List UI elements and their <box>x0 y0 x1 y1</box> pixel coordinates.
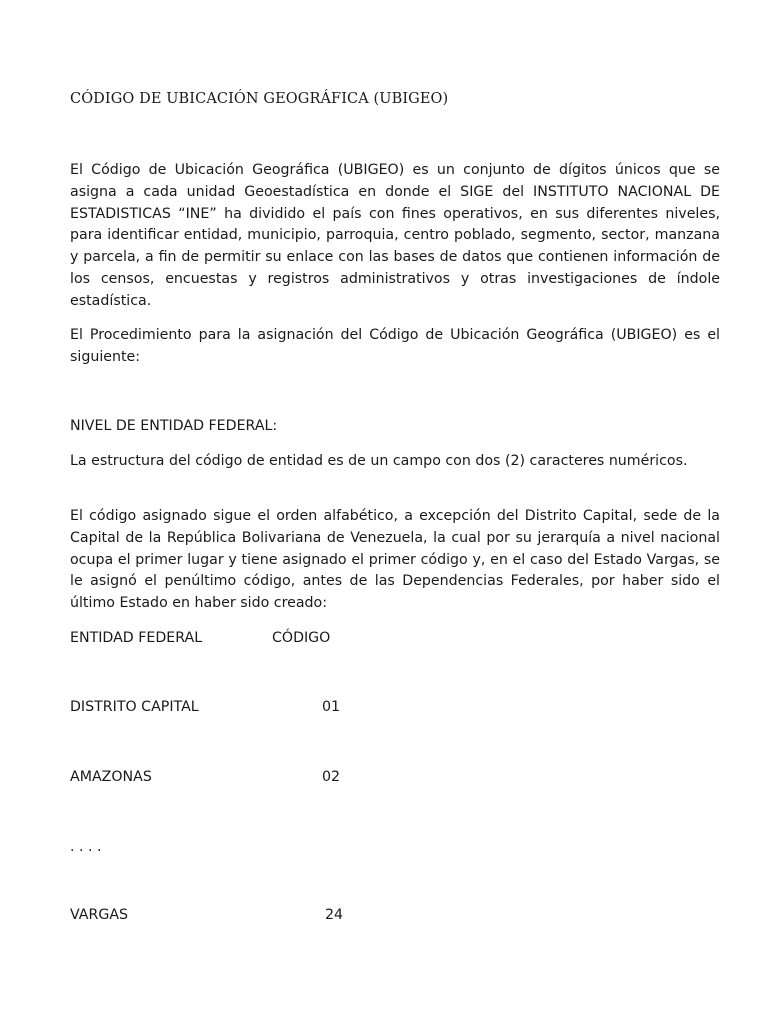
row-entity: VARGAS <box>70 907 129 923</box>
row-code: 02 <box>322 769 341 785</box>
row-code: 01 <box>322 699 341 715</box>
table-row <box>70 696 720 718</box>
table-header <box>70 627 720 649</box>
document-page <box>70 0 720 1024</box>
procedure-paragraph: El Procedimiento para la asignación del Código de Ubicación Geográfica (UBIGEO) es el siguiente: <box>70 327 720 365</box>
header-entity: ENTIDAD FEDERAL <box>70 630 203 646</box>
intro-paragraph: El Código de Ubicación Geográfica (UBIGEO) es un conjunto de dígitos únicos que se asigna a cada unidad Geoestadística en donde el SIGE del INSTITUTO NACIONAL DE ESTADISTICAS “INE” ha dividido el país con fines operativos, en sus diferentes niveles, para identificar entidad, municipio, parroquia, centro poblado, segmento, sector, manzana y parcela, a fin de permitir su enlace con las bases de datos que contienen información de los censos, encuestas y registros administrativos y otras investigaciones de índole estadística. <box>70 162 720 309</box>
table-row <box>70 904 720 926</box>
row-entity: DISTRITO CAPITAL <box>70 699 199 715</box>
section-heading: NIVEL DE ENTIDAD FEDERAL: <box>70 418 278 434</box>
structure-paragraph: La estructura del código de entidad es de un campo con dos (2) caracteres numéricos. <box>70 453 688 469</box>
order-paragraph: El código asignado sigue el orden alfabético, a excepción del Distrito Capital, sede de la Capital de la República Bolivariana de Venezuela, la cual por su jerarquía a nivel nacional ocupa el primer lugar y tiene asignado el primer código y, en el caso del Estado Vargas, se le asignó el penúltimo código, antes de las Dependencias Federales, por haber sido el último Estado en haber sido creado: <box>70 508 720 612</box>
row-entity: AMAZONAS <box>70 769 152 785</box>
table-row <box>70 766 720 788</box>
header-code: CÓDIGO <box>272 630 331 646</box>
row-code: 24 <box>325 907 344 923</box>
document-title: CÓDIGO DE UBICACIÓN GEOGRÁFICA (UBIGEO) <box>70 91 449 107</box>
row-entity: . . . . <box>70 839 102 855</box>
table-row-ellipsis <box>70 836 720 858</box>
